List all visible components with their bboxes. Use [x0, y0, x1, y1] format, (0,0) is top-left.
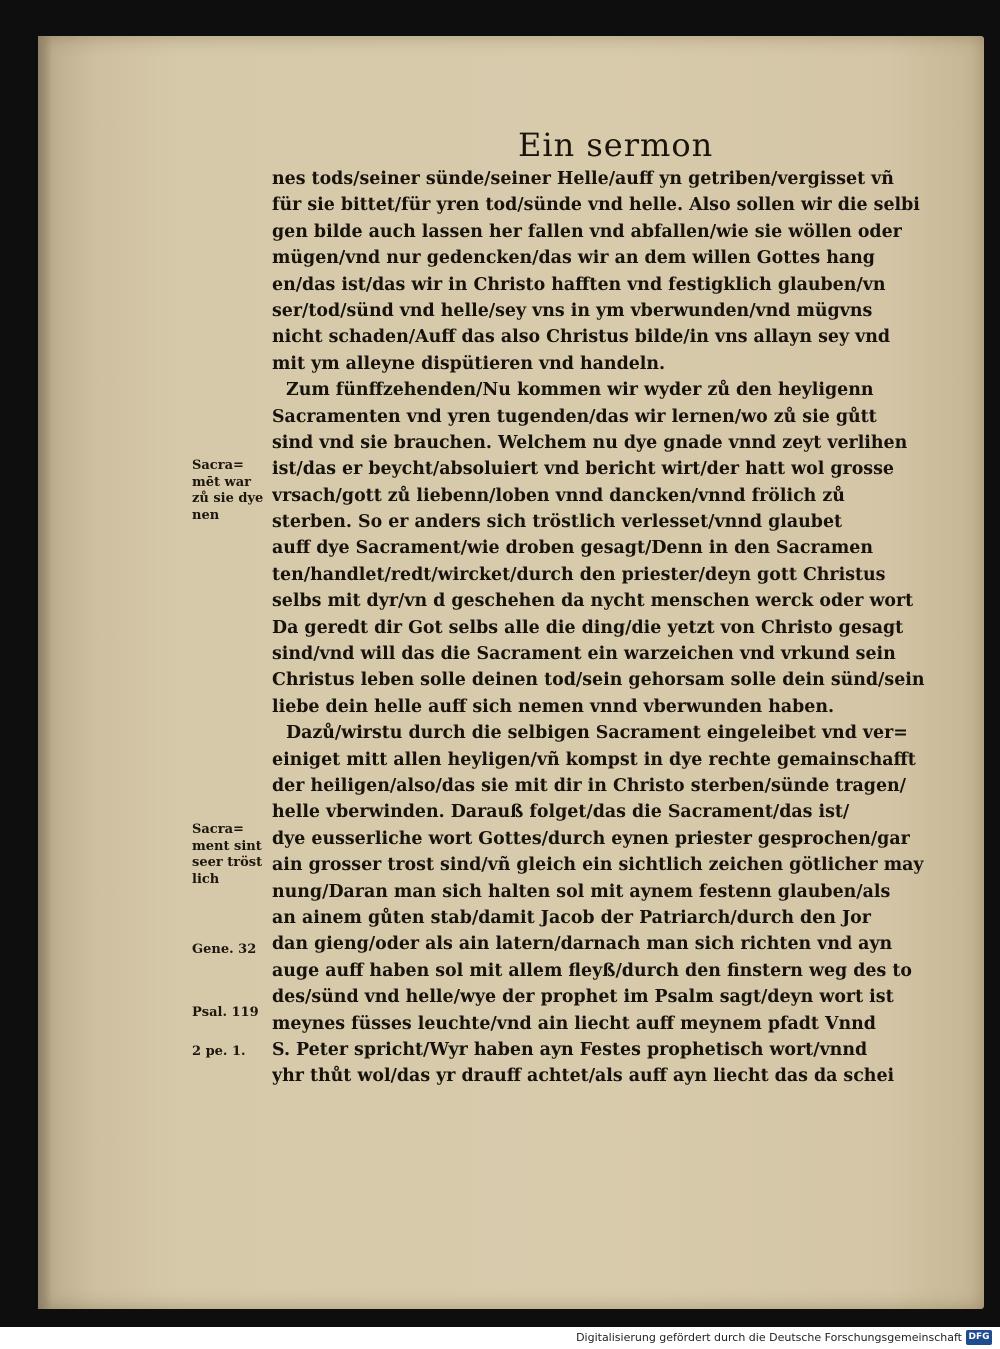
margin-note-genesis [192, 942, 272, 959]
margin-note-line: ment sint [192, 838, 262, 854]
running-header: Ein sermon [518, 126, 714, 164]
text-line: sind vnd sie brauchen. Welchem nu dye gnade vnnd zeyt verlihen [272, 432, 908, 453]
dfg-logo-icon: DFG [966, 1330, 992, 1345]
text-line: ist/das er beycht/absoluiert vnd bericht wirt/der hatt wol grosse [272, 459, 894, 480]
margin-note-line: 2 pe. 1. [192, 1044, 246, 1059]
text-line: liebe dein helle auff sich nemen vnnd vberwunden haben. [272, 696, 835, 717]
text-line: S. Peter spricht/Wyr haben ayn Festes prophetisch wort/vnnd [272, 1039, 868, 1060]
margin-note-line: Sacra= [192, 458, 244, 473]
margin-note-line: Psal. 119 [192, 1005, 259, 1020]
text-line: yhr thůt wol/das yr drauff achtet/als auff ayn liecht das da schei [272, 1066, 895, 1087]
margin-note-line: lich [192, 871, 220, 887]
footer-bar [0, 1327, 1000, 1349]
text-line: der heiligen/also/das sie mit dir in Christo sterben/sünde tragen/ [272, 775, 907, 796]
margin-note-psalm [192, 1005, 272, 1022]
text-line: en/das ist/das wir in Christo hafften vnd festigklich glauben/vn [272, 274, 886, 295]
margin-note-line: zů sie dye [192, 491, 264, 506]
margin-note-line: Sacra= [192, 822, 244, 837]
text-line: mit ym alleyne dispütieren vnd handeln. [272, 353, 666, 374]
text-line: einiget mitt allen heyligen/vñ kompst in dye rechte gemainschafft [272, 749, 916, 770]
text-line: gen bilde auch lassen her fallen vnd abfallen/wie sie wöllen oder [272, 221, 902, 242]
margin-note-sacrament-comfort [192, 822, 272, 888]
margin-note-line: nen [192, 507, 220, 523]
text-line: sterben. So er anders sich tröstlich verlesset/vnnd glaubet [272, 512, 843, 533]
text-line: ser/tod/sünd vnd helle/sey vns in ym vberwunden/vnd mügvns [272, 300, 873, 321]
text-line: des/sünd vnd helle/wye der prophet im Psalm sagt/deyn wort ist [272, 987, 894, 1008]
text-line: für sie bittet/für yren tod/sünde vnd helle. Also sollen wir die selbi [272, 195, 920, 216]
text-line: nes tods/seiner sünde/seiner Helle/auff yn getriben/vergisset vñ [272, 169, 894, 189]
text-line: nung/Daran man sich halten sol mit aynem festenn glauben/als [272, 881, 891, 902]
margin-note-line: mēt war [192, 474, 252, 490]
text-line: an ainem gůten stab/damit Jacob der Patriarch/durch den Jor [272, 907, 871, 928]
margin-note-peter [192, 1044, 272, 1061]
text-line: Dazů/wirstu durch die selbigen Sacrament eingeleibet vnd ver= [286, 723, 908, 744]
text-line: dan gieng/oder als ain latern/darnach man sich richten vnd ayn [272, 934, 893, 955]
text-line: helle vberwinden. Darauß folget/das die Sacrament/das ist/ [272, 802, 850, 823]
text-line: sind/vnd will das die Sacrament ein warzeichen vnd vrkund sein [272, 644, 896, 665]
text-line: meynes füsses leuchte/vnd ain liecht auff meynem pfadt Vnnd [272, 1013, 876, 1034]
text-line: dye eusserliche wort Gottes/durch eynen priester gesprochen/gar [272, 828, 910, 849]
text-line: auge auff haben sol mit allem fleyß/durch den finstern weg des to [272, 960, 912, 981]
funding-credit: Digitalisierung gefördert durch die Deutsche Forschungsgemeinschaft [576, 1331, 962, 1344]
text-line: Zum fünffzehenden/Nu kommen wir wyder zů den heyligenn [286, 380, 874, 401]
text-line: nicht schaden/Auff das also Christus bilde/in vns allayn sey vnd [272, 327, 891, 348]
margin-note-sacrament-use [192, 458, 272, 524]
text-line: ain grosser trost sind/vñ gleich ein sichtlich zeichen götlicher may [272, 855, 924, 876]
text-line: Da geredt dir Got selbs alle die ding/die yetzt von Christo gesagt [272, 617, 904, 638]
margin-note-line: seer tröst [192, 855, 263, 870]
margin-note-line: Gene. 32 [192, 942, 257, 957]
text-line: selbs mit dyr/vn d geschehen da nycht menschen werck oder wort [272, 591, 914, 612]
text-line: vrsach/gott zů liebenn/loben vnnd dancken/vnnd frölich zů [272, 485, 845, 506]
text-line: ten/handlet/redt/wircket/durch den priester/deyn gott Christus [272, 564, 886, 585]
body-text [272, 166, 940, 1090]
text-line: Christus leben solle deinen tod/sein gehorsam solle dein sünd/sein [272, 670, 925, 691]
text-line: auff dye Sacrament/wie droben gesagt/Denn in den Sacramen [272, 538, 874, 559]
text-line: Sacramenten vnd yren tugenden/das wir lernen/wo zů sie gůtt [272, 406, 877, 427]
text-line: mügen/vnd nur gedencken/das wir an dem willen Gottes hang [272, 248, 875, 269]
